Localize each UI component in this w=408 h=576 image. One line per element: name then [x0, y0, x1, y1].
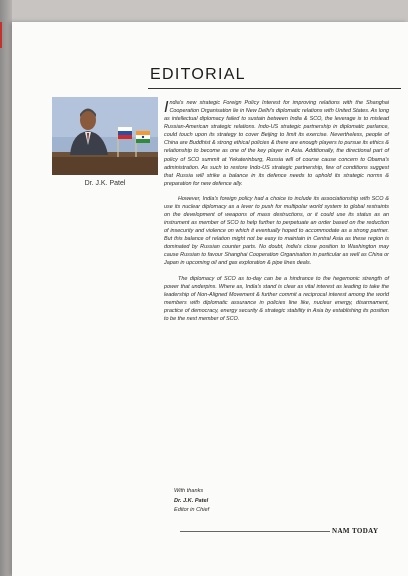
paragraph-2: However, India's foreign policy had a choice to include its associationship with SCO & use its nuclear diplomacy as a lever to push for multipolar world system to global restraints on the development of weapons of mass destructions, or it could use its status as an instrument as member of SCO to help further to perpetuate an order based on the reduction of insecurity and violence on which it eventually hoped to accommodate as a strong partner. But this balance of relation might not be easy to maintain in Central Asia as these region is dominated by Russian counter parts. No doubt, India's close position to Washington may cause Russian to favour Shanghai Cooperation Organisation in particular as well as China or Japan in upcoming oil and gas exploration & pipe lines deals. [164, 195, 389, 267]
signoff-block [174, 487, 209, 516]
drop-cap: I [164, 99, 169, 116]
signoff-name: Dr. J.K. Patel [174, 497, 209, 504]
photo-caption: Dr. J.K. Patel [84, 180, 126, 187]
paragraph-3: The diplomacy of SCO as to-day can be a hindrance to the hegemonic strength of power that underpins. Where as, India's stand is clear as vital interest as leading to take the leadership of Non-Aligned Movement & further commit a reciprocal interest among the world members with diplomatic assurance in policies line like, nuclear energy, disarmament, practice of democracy, energy security & strategic stability in Asia by establishing its position to be the next member of SCO. [164, 275, 389, 322]
signoff-title: Editor in Chief [174, 507, 210, 513]
portrait-illustration [52, 97, 158, 175]
paragraph-1 [164, 99, 389, 188]
editor-portrait-image [52, 97, 158, 175]
signoff-thanks: With thanks [174, 488, 204, 494]
paragraph-1-text: ndia's new strategic Foreign Policy Interest for improving relations with the Shanghai Cooperation Organisation lie in New Delhi's diplomatic relations with United States. As long as intellectual diplomacy failed to sustain between India & SCO, the leverage is to mislead Russian-American strategic relations. Indo-US strategic partnership in diplomatic parlance, could touch upon its strategy to cover Beijing to limit its exercise. Nevertheless, people of China are Buddhist & strong ethical policies & there are enough players to pursue its ethics & relationship to become as one of the key player in Asia. Additionally, the directional part of policy of SCO summit at Yekaterinburg, Russia will of course cause concern to Obama's administration. As such to restore Indo-US strategic partnership, few of conditions suggest that Russia will strike a balance in its defence needs to uphold its strategic norms & preparation for new defence ally. [164, 100, 389, 187]
magazine-name: NAM TODAY [332, 527, 379, 535]
page-corner-mark [0, 22, 2, 48]
page-edge-background [0, 0, 12, 576]
footer-rule [180, 531, 330, 532]
page-title: EDITORIAL [150, 66, 246, 83]
heading-underline [148, 88, 401, 89]
editorial-body [164, 99, 389, 330]
